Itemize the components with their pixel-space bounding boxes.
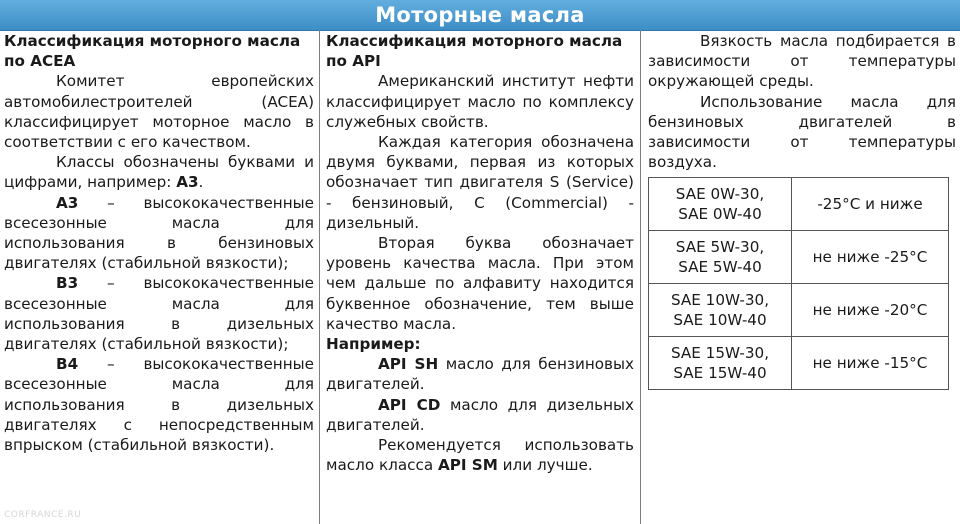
temperature-cell: -25°С и ниже (792, 178, 949, 231)
viscosity-paragraph: Использование масла для бензиновых двигателей в зависимости от температуры воздуха. (648, 92, 956, 172)
table-row (649, 337, 949, 390)
sae-grade-cell (649, 178, 792, 231)
acea-item-code: В4 (56, 355, 79, 374)
acea-classes-example: А3 (176, 173, 199, 192)
acea-classes-suffix: . (198, 173, 204, 192)
viscosity-column (648, 31, 956, 521)
sae-grade: SAE 10W-40 (673, 311, 767, 330)
acea-item-code: А3 (56, 193, 79, 212)
api-rec-prefix: Рекомендуется использовать масло класса (326, 436, 634, 475)
table-row (649, 178, 949, 231)
acea-item (4, 273, 314, 354)
acea-item-code: В3 (56, 274, 79, 293)
acea-classes-prefix: Классы обозначены буквами и цифрами, например: (4, 153, 314, 192)
temperature-cell: не ниже -25°С (792, 231, 949, 284)
api-paragraph: Американский институт нефти классифицирует масло по комплексу служебных свойств. (326, 72, 634, 131)
acea-heading: Классификация моторного масла по ACEA (4, 32, 301, 71)
sae-grade: SAE 0W-30, (675, 185, 765, 204)
viscosity-paragraph: Вязкость масла подбирается в зависимости от температуры окружающей среды. (648, 32, 956, 91)
page-title: Моторные масла (375, 3, 585, 27)
acea-classes (4, 152, 314, 192)
sae-grade: SAE 15W-40 (673, 364, 767, 383)
sae-grade: SAE 10W-30, (670, 291, 770, 310)
api-example-label: Например: (326, 335, 421, 354)
temperature-cell: не ниже -15°С (792, 337, 949, 390)
column-divider (640, 30, 641, 524)
table-row (649, 231, 949, 284)
acea-item-text: – высококачественные всесезонные масла для использования в бензиновых двигателях (стабильной вязкости); (4, 193, 314, 273)
title-banner (0, 0, 960, 31)
viscosity-table (648, 177, 949, 390)
acea-item-text: – высококачественные всесезонные масла для использования в дизельных двигателях (стабильной вязкости); (4, 274, 314, 354)
api-heading: Классификация моторного масла по API (326, 32, 623, 71)
api-recommendation (326, 435, 634, 475)
sae-grade: SAE 5W-40 (678, 258, 762, 277)
sae-grade-cell (649, 231, 792, 284)
api-example-code: API SH (378, 355, 439, 374)
column-divider (319, 30, 320, 524)
api-example (326, 354, 634, 394)
api-example-text: масло для бензиновых двигателей. (326, 355, 634, 394)
table-row (649, 284, 949, 337)
api-rec-suffix: или лучше. (497, 456, 593, 475)
acea-intro: Комитет европейских автомобилестроителей (ACEA) классифицирует моторное масло в соответствии с его качеством. (4, 72, 314, 152)
acea-item (4, 354, 314, 455)
api-example-text: масло для дизельных двигателей. (326, 395, 634, 434)
sae-grade-cell (649, 337, 792, 390)
acea-item (4, 193, 314, 274)
api-paragraph: Вторая буква обозначает уровень качества масла. При этом чем дальше по алфавиту находится буквенное обозначение, тем выше качество масла. (326, 234, 634, 333)
api-example (326, 395, 634, 435)
sae-grade-cell (649, 284, 792, 337)
temperature-cell: не ниже -20°С (792, 284, 949, 337)
acea-column (4, 31, 314, 521)
sae-grade: SAE 5W-30, (675, 238, 765, 257)
sae-grade: SAE 0W-40 (678, 205, 762, 224)
api-column (326, 31, 634, 521)
acea-item-text: – высококачественные всесезонные масла для использования в дизельных двигателях с непосредственным впрыском (стабильной вязкости). (4, 355, 314, 455)
watermark: CORFRANCE.RU (4, 510, 82, 520)
sae-grade: SAE 15W-30, (670, 344, 770, 363)
api-paragraph: Каждая категория обозначена двумя буквами, первая из которых обозначает тип двигателя S (Service) - бензиновый, C (Commercial) - дизельный. (326, 133, 634, 232)
api-rec-code: API SM (437, 456, 498, 475)
api-example-code: API CD (378, 395, 441, 414)
